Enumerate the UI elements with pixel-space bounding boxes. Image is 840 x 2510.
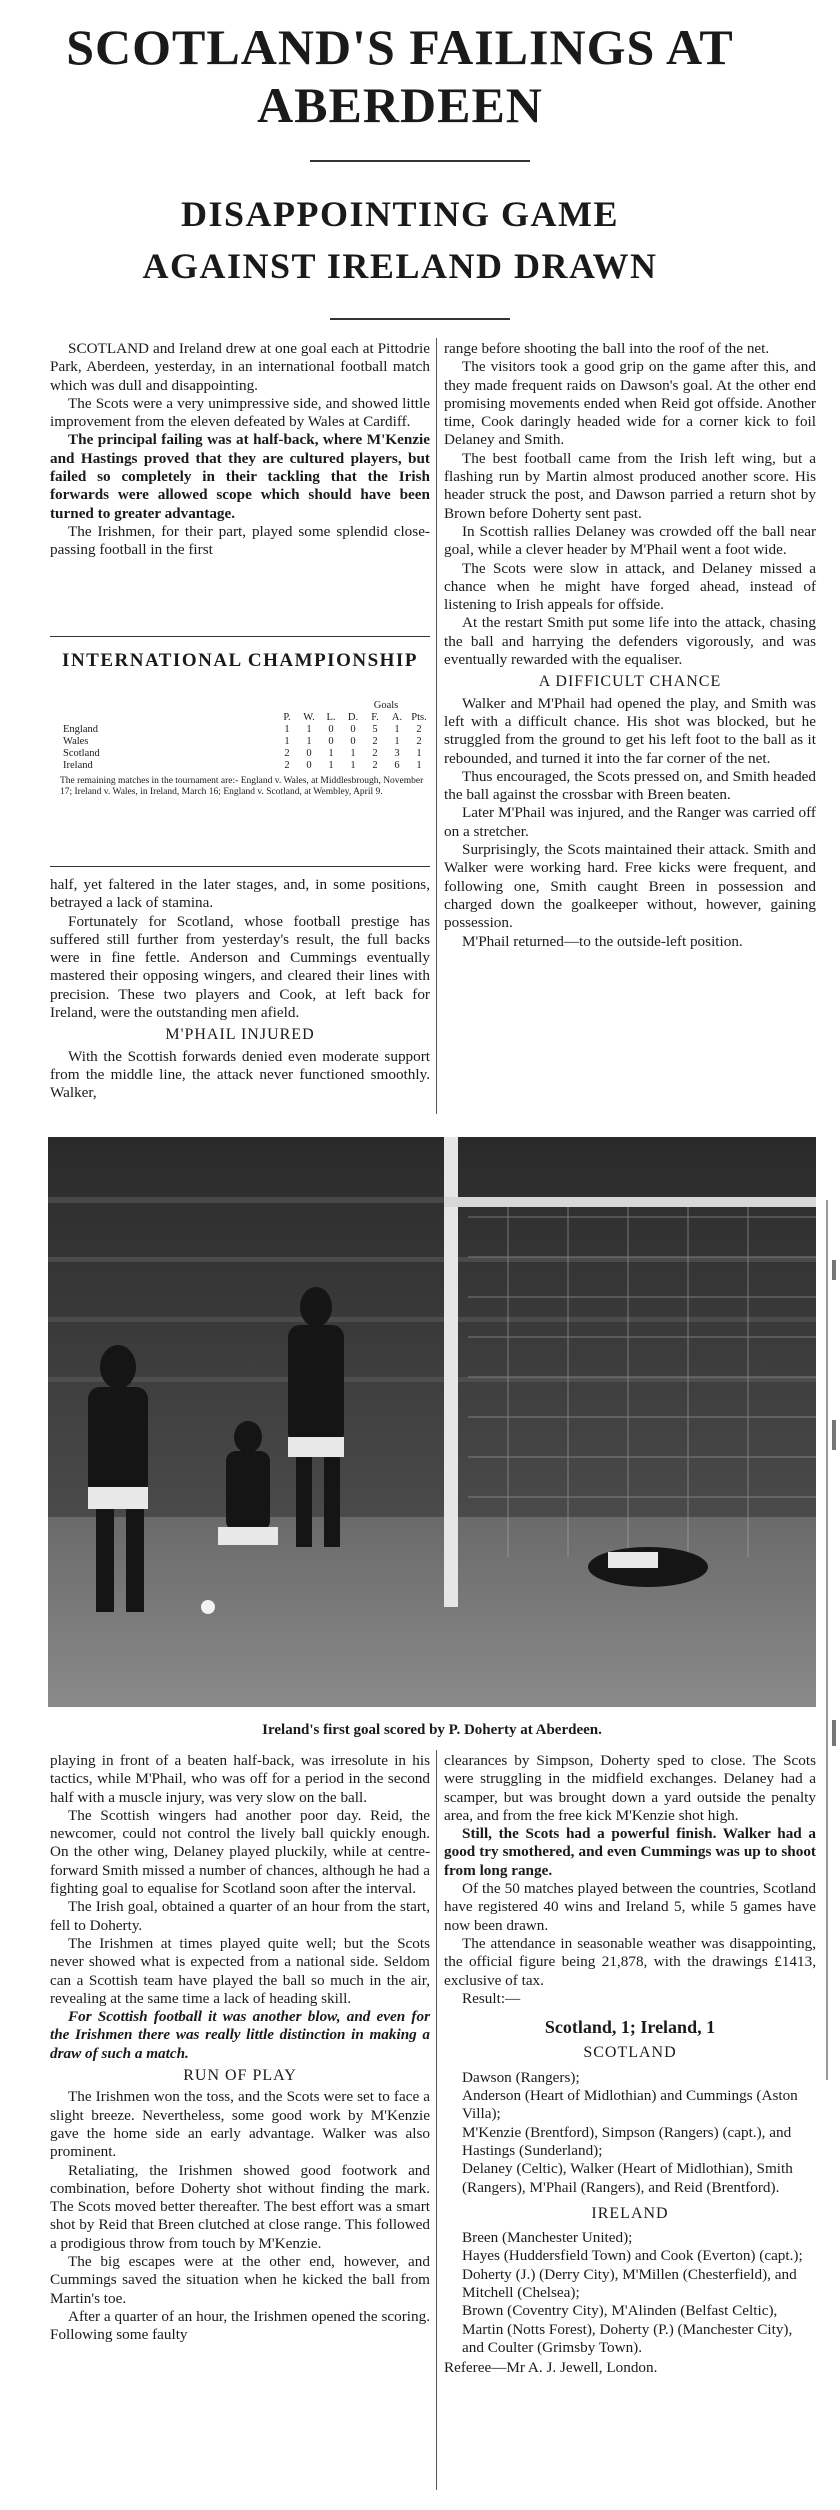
championship-note: The remaining matches in the tournament are:- England v. Wales, at Middlesbrough, November 17; Ireland v. Wales, in Ireland, March 16; England v. Scotland, at Wembley, April 9. (60, 776, 424, 797)
table-cell: 0 (306, 748, 312, 759)
table-cell: 1 (350, 760, 356, 771)
table-row (60, 760, 430, 772)
lineup-line: Anderson (Heart of Midlothian) and Cummings (Aston Villa); (462, 2087, 798, 2123)
lineup-line: Brown (Coventry City), M'Alinden (Belfast Celtic), Martin (Notts Forest), Doherty (P.) (Manchester City), and Coulter (Grimsby Town). (462, 2302, 793, 2356)
column-3 (50, 1752, 430, 2345)
column-divider (436, 338, 437, 1114)
subheadline-divider (330, 318, 510, 320)
paragraph: In Scottish rallies Delaney was crowded off the ball near goal, while a clever header by M'Phail went a foot wide. (444, 522, 816, 559)
paragraph: The Irishmen won the toss, and the Scots were set to face a slight breeze. Nevertheless, some good work by M'Kenzie gave the home side an early advantage. Walker was also prominent. (50, 2088, 430, 2161)
paragraph: With the Scottish forwards denied even moderate support from the middle line, the attack never functioned smoothly. Walker, (50, 1047, 430, 1102)
paragraph: The attendance in seasonable weather was disappointing, the official figure being 21,878, with the drawings £1413, exclusive of tax. (444, 1934, 816, 1989)
table-cell: 0 (350, 724, 356, 735)
table-header-cell: Pts. (411, 712, 427, 723)
championship-table (60, 700, 430, 798)
goals-header: Goals (373, 700, 399, 711)
table-header-cell: P. (283, 712, 291, 723)
lineup-line: Dawson (Rangers); (462, 2068, 580, 2086)
table-header-cell: F. (371, 712, 379, 723)
paragraph: Still, the Scots had a powerful finish. Walker had a good try smothered, and even Cummings was up to shoot from long range. (444, 1825, 816, 1879)
table-cell: 1 (350, 748, 356, 759)
team-name-cell: Wales (63, 736, 89, 747)
lineup-line: M'Kenzie (Brentford), Simpson (Rangers) (capt.), and Hastings (Sunderland); (462, 2123, 792, 2159)
paragraph: Retaliating, the Irishmen showed good footwork and combination, before Doherty shot without finding the mark. The Scots moved better thereafter. The best effort was a smart shot by Reid that Breen clutched at close range. This followed a prodigious throw from touch by M'Kenzie. (50, 2161, 430, 2252)
table-cell: 2 (372, 760, 378, 771)
table-header-cell: D. (347, 712, 359, 723)
match-result: Scotland, 1; Ireland, 1 (544, 2017, 716, 2038)
table-cell: 6 (394, 760, 400, 771)
goalmouth-scene-image (48, 1137, 816, 1707)
paragraph: Fortunately for Scotland, whose football prestige has suffered still further from yesterday's result, the full backs were in fine fettle. Anderson and Cummings eventually mastered their opposing wingers, and cleared their lines with precision. These two players and Cook, at left back for Ireland, were the outstanding men afield. (50, 912, 430, 1022)
match-photo (48, 1137, 816, 1707)
scotland-lineup (444, 2069, 816, 2197)
table-row (60, 748, 430, 760)
table-cell: 0 (328, 736, 334, 747)
column-2 (444, 340, 816, 951)
paragraph: The best football came from the Irish left wing, but a flashing run by Martin almost produced another score. His header struck the post, and Dawson parried a return shot by Brown before Doherty sent past. (444, 449, 816, 522)
paragraph: Result:— (462, 1989, 521, 2007)
table-cell: 2 (416, 724, 422, 735)
team-heading-scotland: SCOTLAND (583, 2044, 677, 2062)
table-cell: 1 (416, 748, 422, 759)
paragraph: For Scottish football it was another blow, and even for the Irishmen there was really little distinction in making a draw of such a match. (50, 2008, 430, 2062)
headline-divider (310, 160, 530, 162)
paragraph: The Irishmen, for their part, played some splendid close-passing football in the first (50, 522, 430, 559)
paragraph: M'Phail returned—to the outside-left position. (462, 932, 743, 950)
team-name-cell: Scotland (63, 748, 100, 759)
paragraph: Of the 50 matches played between the countries, Scotland have registered 40 wins and Ireland 5, while 5 games have now been drawn. (444, 1880, 816, 1934)
subheadline: DISAPPOINTING GAME AGAINST IRELAND DRAWN (142, 194, 658, 286)
table-cell: 1 (328, 760, 334, 771)
table-cell: 1 (328, 748, 334, 759)
table-cell: 3 (394, 748, 400, 759)
team-name-cell: England (63, 724, 98, 735)
lineup-line: Hayes (Huddersfield Town) and Cook (Everton) (capt.); (462, 2247, 803, 2265)
paragraph: half, yet faltered in the later stages, and, in some positions, betrayed a lack of stamina. (50, 876, 430, 912)
table-cell: 2 (416, 736, 422, 747)
team-name-cell: Ireland (63, 760, 93, 771)
column-4 (444, 1752, 816, 2378)
table-cell: 5 (372, 724, 378, 735)
ireland-lineup (444, 2229, 816, 2357)
paragraph: clearances by Simpson, Doherty sped to close. The Scots were struggling in the midfield exchanges. Delaney had a scamper, but was brought down a yard outside the penalty area, and from the free kick M'Kenzie shot high. (444, 1752, 816, 1824)
referee-line: Referee—Mr A. J. Jewell, London. (444, 2359, 658, 2377)
table-cell: 0 (350, 736, 356, 747)
paragraph: The Irishmen at times played quite well; but the Scots never showed what is expected from a national side. Seldom can a Scottish team have played the ball so much in the air, revealing at the same time a lack of heading skill. (50, 1934, 430, 2007)
table-row (60, 736, 430, 748)
paragraph: Thus encouraged, the Scots pressed on, and Smith headed the ball against the crossbar with Breen beaten. (444, 767, 816, 804)
lineup-line: Doherty (J.) (Derry City), M'Millen (Chesterfield), and Mitchell (Chelsea); (462, 2265, 797, 2302)
column-1-top (50, 340, 430, 560)
table-rule-bottom (50, 866, 430, 867)
edge-marks-image (818, 1200, 840, 2080)
subhead-difficult-chance: A DIFFICULT CHANCE (538, 673, 722, 691)
table-cell: 1 (394, 736, 400, 747)
paragraph: range before shooting the ball into the roof of the net. (444, 340, 770, 357)
table-cell: 2 (284, 760, 290, 771)
table-cell: 2 (372, 736, 378, 747)
paragraph: SCOTLAND and Ireland drew at one goal each at Pittodrie Park, Aberdeen, yesterday, in an international football match which was dull and disappointing. (50, 340, 430, 394)
subhead-mphail-injured: M'PHAIL INJURED (165, 1026, 315, 1044)
table-cell: 1 (394, 724, 400, 735)
table-cell: 0 (328, 724, 334, 735)
paragraph: playing in front of a beaten half-back, was irresolute in his tactics, while M'Phail, who was off for a period in the second half with a muscle injury, was very slow on the ball. (50, 1752, 430, 1806)
headline: SCOTLAND'S FAILINGS AT ABERDEEN (66, 19, 734, 133)
subhead-run-of-play: RUN OF PLAY (183, 2067, 297, 2085)
table-row (60, 724, 430, 736)
team-heading-ireland: IRELAND (591, 2204, 669, 2222)
table-cell: 1 (284, 736, 290, 747)
paragraph: The visitors took a good grip on the game after this, and they made frequent raids on Dawson's goal. At the other end promising movements ended when Reid got offside. Another time, Cook daringly headed wide for a corner kick to foil Delaney and Smith. (444, 358, 816, 449)
paragraph: After a quarter of an hour, the Irishmen opened the scoring. Following some faulty (50, 2307, 430, 2344)
archive-edge-strip (818, 1200, 840, 2080)
lineup-line: Breen (Manchester United); (462, 2229, 633, 2247)
paragraph: Walker and M'Phail had opened the play, and Smith was left with a difficult chance. His shot was blocked, but he struggled from the ground to get his left foot to the ball as it rebounded, and turned it into the far corner of the net. (444, 694, 816, 767)
table-header-cell: L. (326, 712, 336, 723)
paragraph: The Scots were slow in attack, and Delaney missed a chance when he might have forged ahead, instead of listening to Irish appeals for offside. (444, 559, 816, 614)
paragraph: The big escapes were at the other end, however, and Cummings saved the situation when he kicked the ball from Martin's toe. (50, 2253, 430, 2307)
table-cell: 1 (306, 736, 312, 747)
column-divider (436, 1750, 437, 2490)
table-cell: 1 (284, 724, 290, 735)
paragraph: The Scots were a very unimpressive side, and showed little improvement from the eleven defeated by Wales at Cardiff. (50, 394, 430, 431)
championship-title: INTERNATIONAL CHAMPIONSHIP (62, 650, 418, 671)
table-cell: 0 (306, 760, 312, 771)
column-1-bottom (50, 876, 430, 1103)
paragraph: Later M'Phail was injured, and the Ranger was carried off on a stretcher. (444, 804, 816, 840)
paragraph: At the restart Smith put some life into the attack, chasing the ball and harrying the defenders vigorously, and was eventually rewarded with the equaliser. (444, 614, 816, 669)
table-header-cell: A. (391, 712, 403, 723)
table-header-cell: W. (303, 712, 315, 723)
table-cell: 2 (284, 748, 290, 759)
table-rule-top (50, 636, 430, 637)
lineup-line: Delaney (Celtic), Walker (Heart of Midlothian), Smith (Rangers), M'Phail (Rangers), and Reid (Brentford). (462, 2160, 793, 2196)
paragraph: The Irish goal, obtained a quarter of an hour from the start, fell to Doherty. (50, 1898, 430, 1934)
photo-caption: Ireland's first goal scored by P. Doherty at Aberdeen. (262, 1722, 602, 1738)
paragraph: The principal failing was at half-back, where M'Kenzie and Hastings proved that they are cultured players, but failed so completely in their tackling that the Irish forwards were allowed scope which should have been turned to greater advantage. (50, 431, 430, 522)
table-cell: 1 (416, 760, 422, 771)
paragraph: The Scottish wingers had another poor day. Reid, the newcomer, could not control the lively ball quickly enough. On the other wing, Delaney played pluckily, while at centre-forward Smith missed a number of chances, although he had a fighting goal to equalise for Scotland soon after the interval. (50, 1806, 430, 1898)
table-cell: 2 (372, 748, 378, 759)
table-cell: 1 (306, 724, 312, 735)
paragraph: Surprisingly, the Scots maintained their attack. Smith and Walker were working hard. Free kicks were frequent, and following one, Smith caught Breen in possession and charged down the goalkeeper without, however, gaining possession. (444, 841, 816, 932)
